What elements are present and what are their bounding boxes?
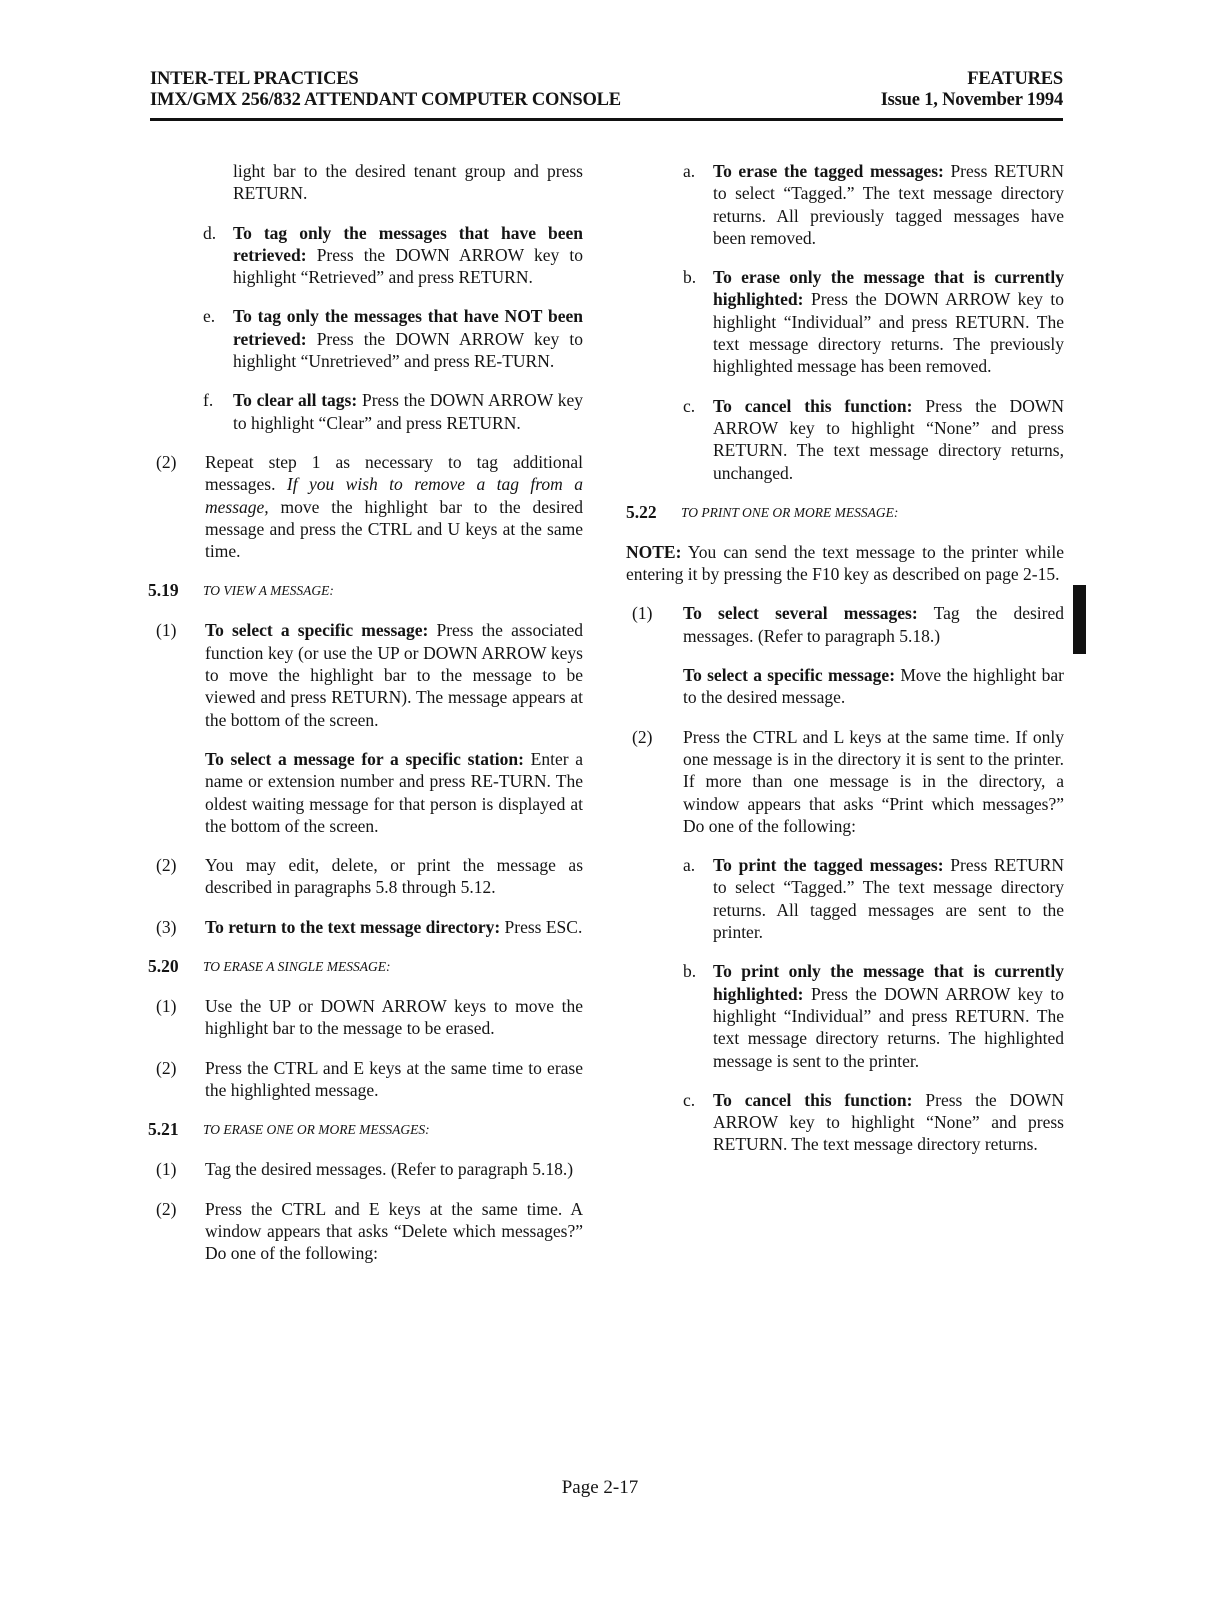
section-title: TO ERASE A SINGLE MESSAGE:: [203, 959, 391, 975]
page-number: Page 2-17: [561, 1477, 639, 1498]
item-marker: b.: [683, 961, 697, 982]
item-text: light bar to the desired tenant group and press RETURN.: [233, 161, 583, 204]
section-heading: [626, 501, 1064, 523]
step-italic-text: If you wish to remove a tag from a message,: [205, 474, 583, 517]
step-lead: To select a message for a specific station:: [205, 748, 524, 769]
section-title: TO ERASE ONE OR MORE MESSAGES:: [203, 1122, 430, 1138]
step-marker: (2): [632, 726, 653, 747]
numbered-step: [148, 995, 583, 1040]
item-text: Press RETURN to select “Tagged.” The text message directory returns. All tagged messages are sent to the printer.: [713, 855, 1065, 943]
item-lead: To cancel this function:: [713, 1089, 913, 1110]
step-text: Use the UP or DOWN ARROW keys to move the highlight bar to the message to be erased.: [205, 996, 583, 1039]
header-practice-title: INTER-TEL PRACTICES: [150, 69, 359, 89]
item-lead: To erase only the message that is currently highlighted:: [713, 267, 1064, 310]
list-item: [626, 854, 1064, 943]
step-lead: To select several messages:: [683, 603, 918, 624]
page-header: [150, 68, 1063, 116]
step-text: Tag the desired messages. (Refer to paragraph 5.18.): [205, 1159, 574, 1180]
step-text: Enter a name or extension number and press RE-TURN. The oldest waiting message for that person is displayed at the bottom of the screen.: [205, 748, 583, 836]
left-column: [148, 160, 583, 1264]
step-marker: (3): [156, 916, 177, 937]
item-lead: To print the tagged messages:: [713, 855, 944, 876]
numbered-step: [148, 619, 583, 730]
section-title: TO PRINT ONE OR MORE MESSAGE:: [681, 504, 899, 520]
step-text: Press the CTRL and L keys at the same time. If only one message is in the directory it is sent to the printer. If more than one message is in the directory, a window appears that asks “Print which messages?” Do one of the following:: [683, 726, 1064, 836]
list-item: [626, 1089, 1064, 1156]
step-lead: To select a specific message:: [683, 665, 896, 686]
numbered-step: [148, 1158, 583, 1180]
item-text: Press the DOWN ARROW key to highlight “None” and press RETURN. The text message directory returns.: [713, 1089, 1064, 1155]
step-text: Press the CTRL and E keys at the same time to erase the highlighted message.: [205, 1057, 583, 1100]
step-lead: To return to the text message directory:: [205, 916, 501, 937]
section-number: 5.19: [148, 580, 179, 601]
item-marker: b.: [683, 267, 697, 288]
item-text: Press the DOWN ARROW key to highlight “Individual” and press RETURN. The text message directory returns. The previously highlighted message has been removed.: [713, 289, 1064, 377]
note-label: NOTE:: [626, 541, 682, 562]
numbered-step: [148, 451, 583, 562]
section-number: 5.22: [626, 501, 657, 522]
revision-change-bar: [1073, 585, 1086, 654]
item-lead: To tag only the messages that have been retrieved:: [233, 222, 583, 265]
item-lead: To tag only the messages that have NOT been retrieved:: [233, 306, 583, 349]
item-text: Press RETURN to select “Tagged.” The text message directory returns. All previously tagged messages have been removed.: [713, 161, 1064, 248]
header-rule: [150, 118, 1063, 121]
item-marker: c.: [683, 1089, 696, 1110]
step-text: You may edit, delete, or print the message as described in paragraphs 5.8 through 5.12.: [205, 855, 583, 898]
numbered-step: [148, 1198, 583, 1265]
step-text: Move the highlight bar to the desired message.: [683, 665, 1064, 708]
step-text: Repeat step 1 as necessary to tag additional messages.: [205, 451, 583, 495]
item-text: Press the DOWN ARROW key to highlight “Unretrieved” and press RE-TURN.: [233, 328, 583, 372]
section-heading: [148, 579, 583, 601]
item-marker: a.: [683, 161, 696, 181]
numbered-step: [626, 726, 1064, 837]
numbered-step: [148, 1057, 583, 1102]
step-text: Tag the desired messages. (Refer to paragraph 5.18.): [683, 603, 1064, 646]
item-marker: c.: [683, 395, 696, 416]
step-paragraph: [148, 748, 583, 837]
step-marker: (2): [156, 451, 177, 472]
note-text: You can send the text message to the printer while entering it by pressing the F10 key as described on page 2-15.: [626, 541, 1064, 585]
step-text: Press the associated function key (or use the UP or DOWN ARROW keys to move the highlight bar to the message to be viewed and press RETURN). The message appears at the bottom of the screen.: [205, 620, 583, 730]
step-marker: (2): [156, 1057, 177, 1078]
list-item: [148, 389, 583, 434]
list-item: [148, 222, 583, 289]
header-product-title: IMX/GMX 256/832 ATTENDANT COMPUTER CONSOLE: [150, 90, 621, 110]
step-lead: To select a specific message:: [205, 620, 429, 641]
numbered-step: [148, 854, 583, 899]
item-lead: To cancel this function:: [713, 395, 913, 416]
item-text: Press the DOWN ARROW key to highlight “Clear” and press RETURN.: [233, 390, 583, 433]
list-item: [148, 160, 583, 205]
step-marker: (1): [156, 1159, 177, 1180]
list-item: [626, 960, 1064, 1071]
step-text: move the highlight bar to the desired message and press the CTRL and U keys at the same time.: [205, 496, 583, 562]
list-item: [148, 305, 583, 372]
item-lead: To print only the message that is currently highlighted:: [713, 961, 1064, 1004]
list-item: [626, 395, 1064, 484]
step-text: Press ESC.: [500, 916, 583, 937]
item-text: Press the DOWN ARROW key to highlight “Individual” and press RETURN. The text message directory returns. The highlighted message is sent to the printer.: [713, 983, 1064, 1071]
note-paragraph: [626, 541, 1064, 586]
step-marker: (1): [632, 603, 653, 624]
step-text: Press the CTRL and E keys at the same time. A window appears that asks “Delete which messages?” Do one of the following:: [205, 1198, 583, 1264]
section-number: 5.21: [148, 1119, 179, 1140]
section-heading: [148, 955, 583, 977]
step-marker: (1): [156, 996, 177, 1017]
item-marker: a.: [683, 855, 696, 876]
section-title: TO VIEW A MESSAGE:: [203, 583, 334, 599]
item-lead: To erase the tagged messages:: [713, 161, 944, 181]
numbered-step: [626, 602, 1064, 647]
step-paragraph: [626, 664, 1064, 709]
item-marker: e.: [203, 306, 216, 327]
item-marker: d.: [203, 222, 217, 243]
item-text: Press the DOWN ARROW key to highlight “Retrieved” and press RETURN.: [233, 244, 583, 288]
step-marker: (2): [156, 1198, 177, 1219]
numbered-step: [148, 916, 583, 938]
item-marker: f.: [203, 390, 214, 411]
section-number: 5.20: [148, 956, 179, 977]
header-section-title: FEATURES: [967, 69, 1063, 89]
step-marker: (2): [156, 855, 177, 876]
step-marker: (1): [156, 620, 177, 641]
list-item: [626, 266, 1064, 377]
section-heading: [148, 1118, 583, 1140]
header-issue-date: Issue 1, November 1994: [880, 90, 1063, 110]
item-text: Press the DOWN ARROW key to highlight “None” and press RETURN. The text message directory returns, unchanged.: [713, 395, 1064, 483]
right-column: [626, 160, 1064, 1156]
item-lead: To clear all tags:: [233, 390, 358, 411]
list-item: [626, 160, 1064, 249]
